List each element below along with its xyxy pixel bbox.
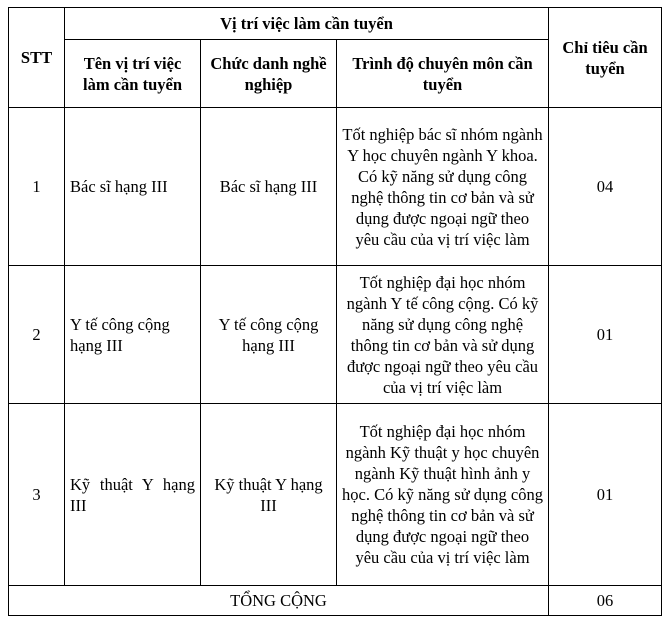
recruitment-table: [8, 7, 662, 616]
table-row: [9, 404, 662, 586]
header-position-group: Vị trí việc làm cần tuyển: [65, 8, 549, 40]
header-qualification: Trình độ chuyên môn cần tuyển: [337, 40, 549, 108]
table-row: [9, 266, 662, 404]
header-quota: Chỉ tiêu cần tuyển: [549, 8, 662, 108]
header-job-title: Chức danh nghề nghiệp: [201, 40, 337, 108]
row-stt: 3: [9, 404, 65, 586]
row-job-title: Y tế công cộng hạng III: [201, 266, 337, 404]
row-job-title: Kỹ thuật Y hạng III: [201, 404, 337, 586]
row-job-title: Bác sĩ hạng III: [201, 108, 337, 266]
row-quota: 04: [549, 108, 662, 266]
row-qualification: Tốt nghiệp bác sĩ nhóm ngành Y học chuyên ngành Y khoa. Có kỹ năng sử dụng công nghệ thông tin cơ bản và sử dụng được ngoại ngữ theo yêu cầu của vị trí việc làm: [337, 108, 549, 266]
total-label: TỔNG CỘNG: [9, 586, 549, 616]
row-quota: 01: [549, 404, 662, 586]
total-value: 06: [549, 586, 662, 616]
row-position-name: Kỹ thuật Y hạng III: [65, 404, 201, 586]
total-row: [9, 586, 662, 616]
row-stt: 2: [9, 266, 65, 404]
row-position-name: Y tế công cộng hạng III: [65, 266, 201, 404]
row-quota: 01: [549, 266, 662, 404]
row-position-name: Bác sĩ hạng III: [65, 108, 201, 266]
header-position-name: Tên vị trí việc làm cần tuyển: [65, 40, 201, 108]
row-stt: 1: [9, 108, 65, 266]
row-qualification: Tốt nghiệp đại học nhóm ngành Y tế công cộng. Có kỹ năng sử dụng công nghệ thông tin cơ bản và sử dụng được ngoại ngữ theo yêu cầu của vị trí việc làm: [337, 266, 549, 404]
header-stt: STT: [9, 8, 65, 108]
row-qualification: Tốt nghiệp đại học nhóm ngành Kỹ thuật y học chuyên ngành Kỹ thuật hình ảnh y học. Có kỹ năng sử dụng công nghệ thông tin cơ bản và sử dụng được ngoại ngữ theo yêu cầu của vị trí việc làm: [337, 404, 549, 586]
table-row: [9, 108, 662, 266]
